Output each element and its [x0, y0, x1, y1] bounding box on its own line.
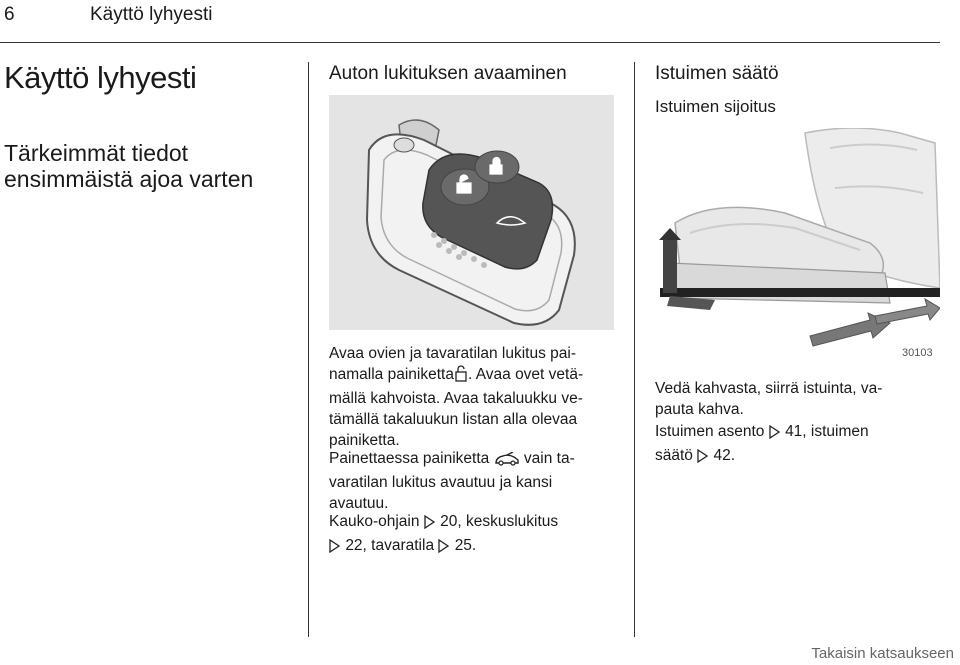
seat-position-subheading: Istuimen sijoitus	[655, 97, 776, 116]
section-title: Käyttö lyhyesti	[4, 60, 197, 95]
page-ref-text[interactable]: 25.	[454, 537, 477, 554]
unlock-paragraph-2	[329, 448, 619, 514]
seat-illustration	[655, 128, 940, 361]
text-line	[329, 535, 619, 559]
text-fragment: Kauko-ohjain	[329, 513, 420, 530]
text-line	[329, 448, 619, 472]
illustration-code: 30103	[902, 347, 933, 359]
page-reference-arrow-icon[interactable]	[438, 538, 450, 559]
text-line	[655, 421, 945, 445]
car-trunk-icon	[494, 451, 520, 472]
text-line	[655, 445, 945, 469]
text-line	[329, 511, 619, 535]
unlock-paragraph-3	[329, 511, 619, 559]
header-rule	[0, 42, 940, 43]
seat-adjust-heading: Istuimen säätö	[655, 63, 779, 84]
text-fragment: Painettaessa painiketta	[329, 450, 490, 467]
text-line: Vedä kahvasta, siirrä istuinta, va-	[655, 380, 883, 397]
text-line	[329, 364, 619, 388]
text-line: tämällä takaluukun listan alla olevaa	[329, 411, 578, 428]
page-ref-text[interactable]: 22, tavaratila	[345, 537, 435, 554]
text-line: painiketta.	[329, 432, 400, 449]
page-reference-arrow-icon[interactable]	[769, 424, 781, 445]
text-fragment: vain ta-	[523, 450, 575, 467]
unlock-heading: Auton lukituksen avaaminen	[329, 63, 567, 84]
text-line: mällä kahvoista. Avaa takaluukku ve-	[329, 390, 583, 407]
page-ref-text[interactable]: 41, istuimen	[785, 423, 869, 440]
column-divider-1	[308, 62, 309, 637]
text-fragment: namalla painiketta	[329, 366, 454, 383]
text-fragment: Istuimen asento	[655, 423, 765, 440]
seat-drawing	[655, 128, 940, 361]
text-line: varatilan lukitus avautuu ja kansi	[329, 474, 553, 491]
seat-paragraph-1	[655, 378, 945, 420]
page-reference-arrow-icon[interactable]	[424, 514, 436, 535]
page-number: 6	[4, 4, 15, 25]
page-reference-arrow-icon[interactable]	[697, 448, 709, 469]
text-line: Avaa ovien ja tavaratilan lukitus pai-	[329, 345, 576, 362]
seat-paragraph-2	[655, 421, 945, 469]
text-fragment: . Avaa ovet vetä-	[467, 366, 584, 383]
unlock-paragraph-1	[329, 343, 619, 451]
running-title: Käyttö lyhyesti	[90, 4, 213, 25]
key-fob-drawing	[329, 95, 614, 330]
section-subtitle: Tärkeimmät tiedot ensimmäistä ajoa varten	[4, 140, 254, 192]
page-ref-text[interactable]: 20, keskuslukitus	[440, 513, 559, 530]
text-line: avautuu.	[329, 495, 389, 512]
back-to-overview-link[interactable]: Takaisin katsaukseen	[811, 645, 954, 662]
page-reference-arrow-icon[interactable]	[329, 538, 341, 559]
column-divider-2	[634, 62, 635, 637]
text-line: pauta kahva.	[655, 401, 744, 418]
unlock-icon	[454, 365, 468, 388]
text-fragment: säätö	[655, 447, 693, 464]
key-fob-illustration	[329, 95, 614, 330]
page-ref-text[interactable]: 42.	[713, 447, 736, 464]
